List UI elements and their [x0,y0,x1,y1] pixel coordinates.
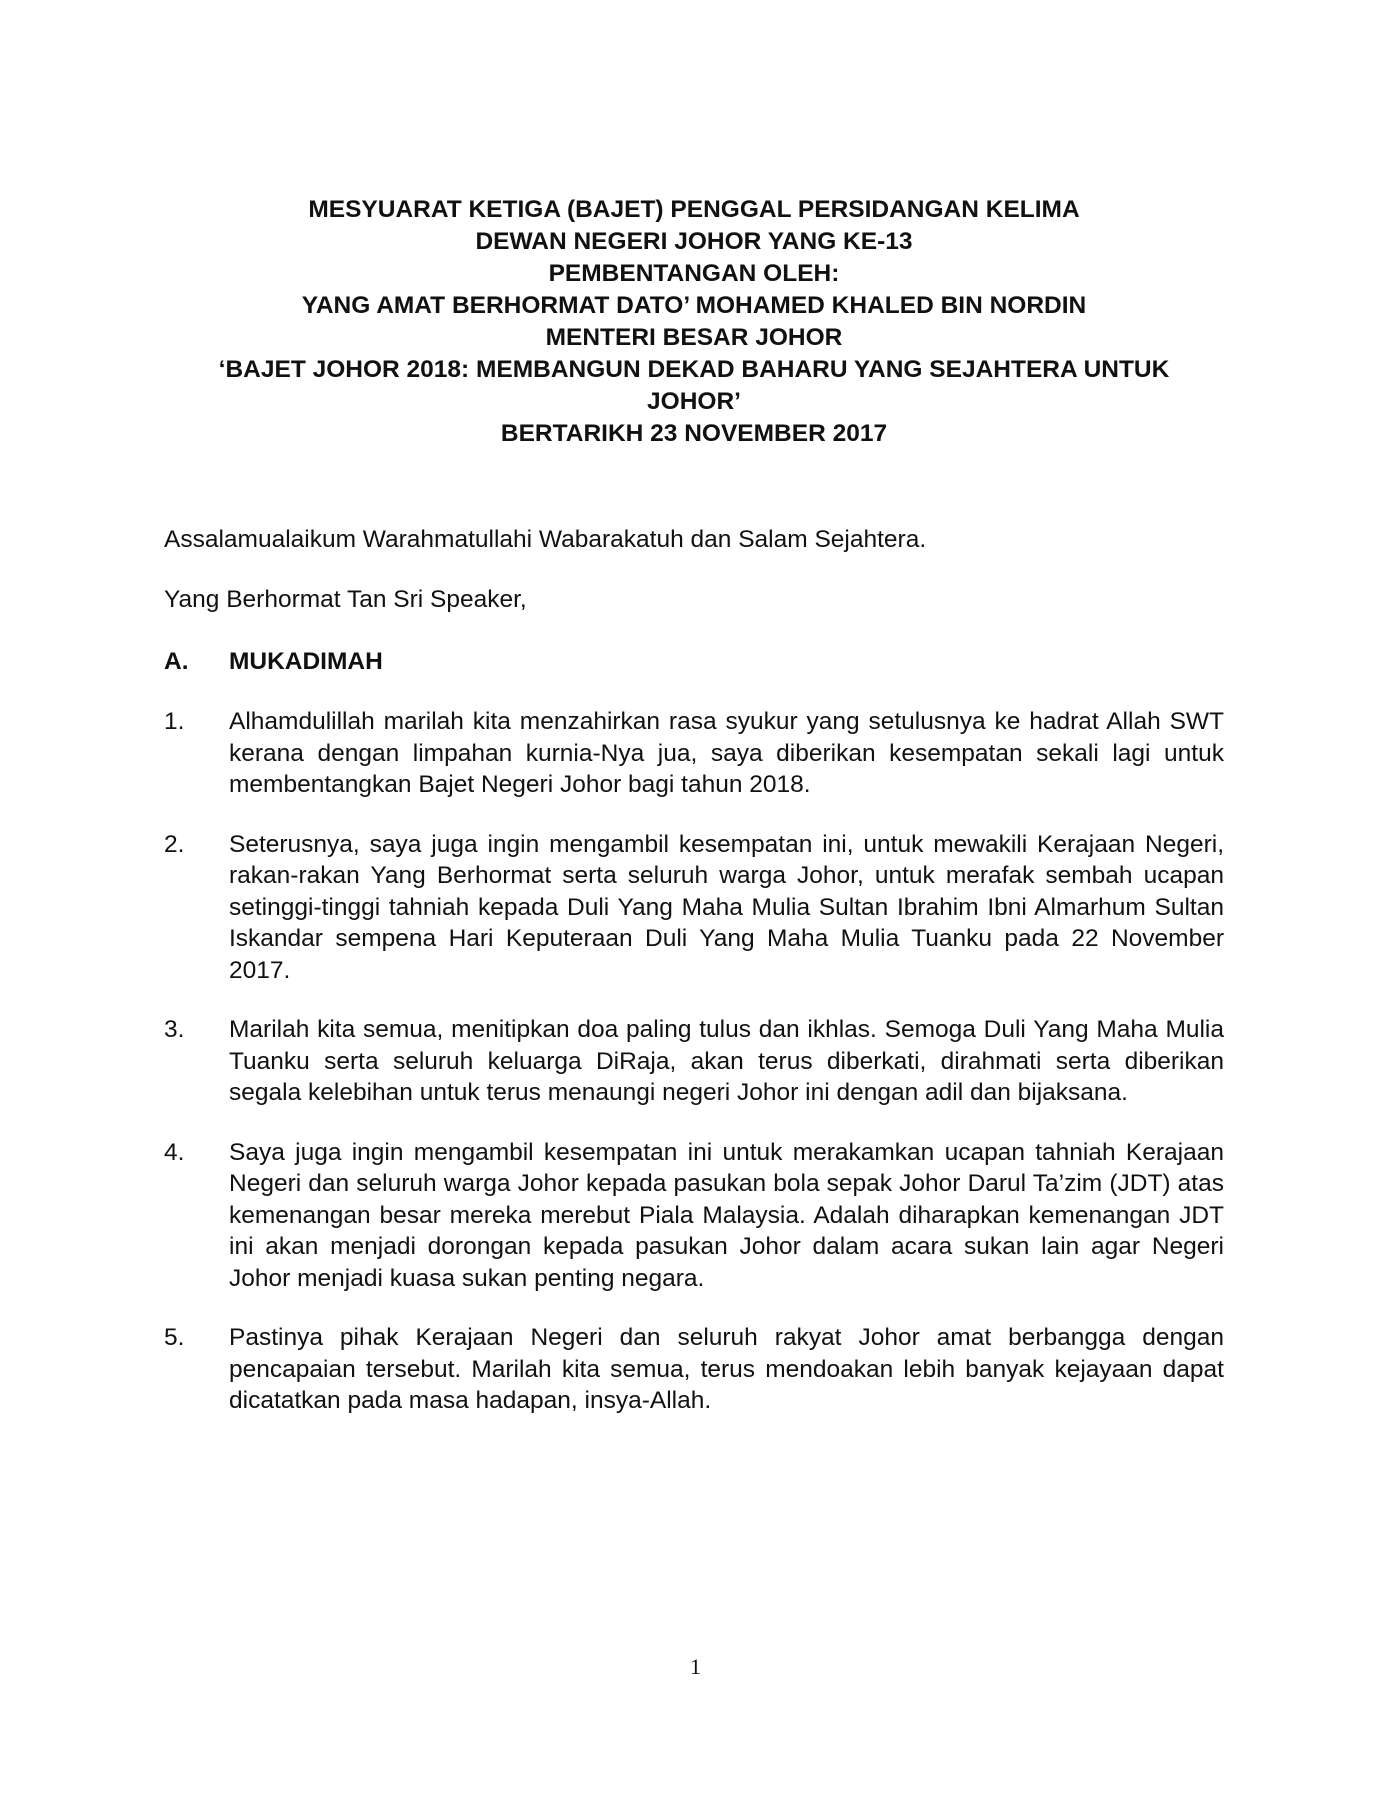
minister-line2: MENTERI BESAR JOHOR [545,324,843,351]
page-number: 1 [690,1654,701,1679]
greeting: Assalamualaikum Warahmatullahi Wabarakatuh dan Salam Sejahtera. [164,526,927,553]
meeting-title [164,194,1224,258]
paragraph-number: 4. [164,1138,185,1166]
paragraph-text: Seterusnya, saya juga ingin mengambil kesempatan ini, untuk mewakili Kerajaan Negeri, rakan-rakan Yang Berhormat serta seluruh warga Johor, untuk merafak sembah ucapan setinggi-tinggi tahniah kepada Duli Yang Maha Mulia Sultan Ibrahim Ibni Almarhum Sultan Iskandar sempena Hari Keputeraan Duli Yang Maha Mulia Tuanku pada 22 November 2017. [229,830,1224,984]
paragraph-item [164,706,1224,801]
presented-by: PEMBENTANGAN OLEH: [548,260,840,287]
salutation: Yang Berhormat Tan Sri Speaker, [164,586,527,613]
document-date: BERTARIKH 23 NOVEMBER 2017 [500,420,888,447]
paragraph-item [164,1137,1224,1295]
budget-title-line1: ‘BAJET JOHOR 2018: MEMBANGUN DEKAD BAHARU YANG SEJAHTERA UNTUK [218,356,1170,383]
paragraph-text: Saya juga ingin mengambil kesempatan ini untuk merakamkan ucapan tahniah Kerajaan Negeri dan seluruh warga Johor kepada pasukan bola sepak Johor Darul Ta’zim (JDT) atas kemenangan besar mereka merebut Piala Malaysia. Adalah diharapkan kemenangan JDT ini akan menjadi dorongan kepada pasukan Johor dalam acara sukan lain agar Negeri Johor menjadi kuasa sukan penting negara. [229,1138,1224,1292]
section-letter: A. [164,648,189,675]
paragraph-item [164,1014,1224,1109]
paragraph-text: Alhamdulillah marilah kita menzahirkan rasa syukur yang setulusnya ke hadrat Allah SWT kerana dengan limpahan kurnia-Nya jua, saya diberikan kesempatan sekali lagi untuk membentangkan Bajet Negeri Johor bagi tahun 2018. [229,708,1224,798]
section-heading [164,646,1224,678]
paragraph-number: 2. [164,830,185,858]
paragraph-text: Marilah kita semua, menitipkan doa paling tulus dan ikhlas. Semoga Duli Yang Maha Mulia Tuanku serta seluruh keluarga DiRaja, akan terus diberkati, dirahmati serta diberikan segala kelebihan untuk terus menaungi negeri Johor ini dengan adil dan bijaksana. [229,1016,1224,1106]
paragraph-number: 3. [164,1016,185,1043]
budget-title-line2: JOHOR’ [647,388,741,415]
minister-line1: YANG AMAT BERHORMAT DATO’ MOHAMED KHALED BIN NORDIN [301,292,1087,319]
paragraph-number: 1. [164,708,185,735]
minister-name [164,290,1224,354]
section-title: MUKADIMAH [229,648,383,675]
paragraph-number: 5. [164,1324,185,1351]
meeting-title-line1: MESYUARAT KETIGA (BAJET) PENGGAL PERSIDANGAN KELIMA [308,196,1080,223]
meeting-title-line2: DEWAN NEGERI JOHOR YANG KE-13 [475,228,913,255]
paragraph-item [164,829,1224,987]
paragraph-text: Pastinya pihak Kerajaan Negeri dan seluruh rakyat Johor amat berbangga dengan pencapaian tersebut. Marilah kita semua, terus mendoakan lebih banyak kejayaan dapat dicatatkan pada masa hadapan, insya-Allah. [229,1324,1224,1414]
budget-title [164,354,1224,418]
document-header [164,194,1224,450]
document-body [164,194,1224,1417]
paragraph-item [164,1322,1224,1417]
